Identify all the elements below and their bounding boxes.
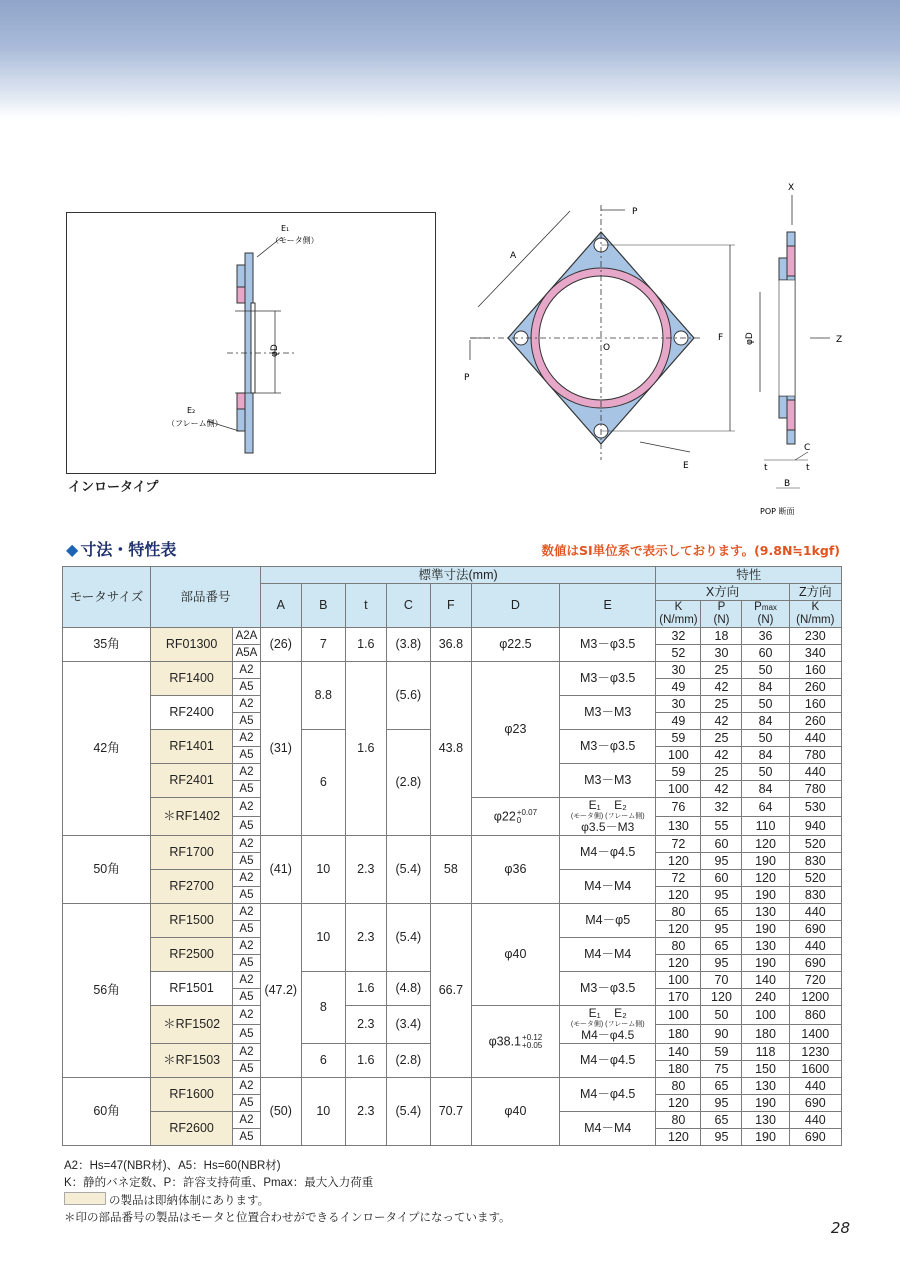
o-label: O [603, 343, 611, 353]
header-z-dir: Z方向 [789, 584, 841, 601]
tolerance-d: φ38.1+0.12 +0.05 [471, 1006, 559, 1078]
page-number: 28 [830, 1219, 850, 1237]
header-k: K (N/mm) [656, 601, 701, 628]
p-top-label: P [632, 207, 638, 217]
header-t: t [345, 584, 386, 628]
stock-swatch [64, 1192, 106, 1205]
header-part-no: 部品番号 [151, 567, 261, 628]
table-row: 50角 RF1700 A2 (41) 10 2.3 (5.4) 58 φ36 M4－φ4.5 72 60 120 520 [63, 836, 842, 853]
e1-sublabel: （モータ側） [271, 236, 319, 245]
table-row: 35角 RF01300 A2A (26) 7 1.6 (3.8) 36.8 φ22.5 M3－φ3.5 32 18 36 230 [63, 628, 842, 645]
motor-size: 60角 [63, 1078, 151, 1146]
table-row: ＊RF1502 A2 2.3 (3.4) φ38.1+0.12 +0.05 E₁ E₂ (モータ側) (フレーム側) M4－φ4.5 100 50 100 860 [63, 1006, 842, 1025]
e2-label: E₂ [187, 406, 196, 415]
c-label: C [804, 443, 811, 453]
part-number: ＊RF1502 [151, 1006, 233, 1044]
part-number: RF1500 [151, 904, 233, 938]
part-number: RF2600 [151, 1112, 233, 1146]
header-b: B [301, 584, 345, 628]
header-a: A [260, 584, 301, 628]
table-row: A5 120 95 190 690 [63, 1095, 842, 1112]
header-x-dir: X方向 [656, 584, 789, 601]
header-characteristics: 特性 [656, 567, 842, 584]
table-row: ＊RF1402 A2 φ22+0.07 0 E₁ E₂ (モータ側) (フレーム側) φ3.5－M3 76 32 64 530 [63, 798, 842, 817]
table-row: A5 49 42 84 260 [63, 679, 842, 696]
table-row: RF2401 A2 M3－M3 59 25 50 440 [63, 764, 842, 781]
table-row: A5 180 90 180 1400 [63, 1025, 842, 1044]
e-dual-spec: E₁ E₂ (モータ側) (フレーム側) M4－φ4.5 [559, 1006, 655, 1044]
header-std-dims: 標準寸法(mm) [260, 567, 656, 584]
table-row: RF2500 A2 M4－M4 80 65 130 440 [63, 938, 842, 955]
header-motor-size: モータサイズ [63, 567, 151, 628]
motor-size: 50角 [63, 836, 151, 904]
table-row: A5A 52 30 60 340 [63, 645, 842, 662]
table-row: A5 120 95 190 830 [63, 853, 842, 870]
e-label: E [683, 461, 689, 471]
table-row: RF1501 A2 8 1.6 (4.8) M3－φ3.5 100 70 140 720 [63, 972, 842, 989]
table-row: A5 120 95 190 690 [63, 955, 842, 972]
part-number: RF1600 [151, 1078, 233, 1112]
table-row: RF2400 A2 M3－M3 30 25 50 160 [63, 696, 842, 713]
table-row: A5 49 42 84 260 [63, 713, 842, 730]
e1-label: E₁ [281, 224, 290, 233]
table-row: ＊RF1503 A2 6 1.6 (2.8) M4－φ4.5 140 59 118 1230 [63, 1044, 842, 1061]
table-row: A5 100 42 84 780 [63, 747, 842, 764]
table-row: A5 180 75 150 1600 [63, 1061, 842, 1078]
t2-label: t [806, 463, 810, 473]
phi-d-label: φD [270, 344, 280, 357]
note-inlow: ＊印の部品番号の製品はモータと位置合わせができるインロータイプになっています。 [64, 1212, 511, 1224]
flange-side-section [760, 195, 830, 488]
motor-size: 42角 [63, 662, 151, 836]
table-row: A5 120 95 190 690 [63, 1129, 842, 1146]
e-dual-spec: E₁ E₂ (モータ側) (フレーム側) φ3.5－M3 [559, 798, 655, 836]
part-number: RF2700 [151, 870, 233, 904]
table-row: A5 100 42 84 780 [63, 781, 842, 798]
table-row: 56角 RF1500 A2 (47.2) 10 2.3 (5.4) 66.7 φ40 M4－φ5 80 65 130 440 [63, 904, 842, 921]
part-number: RF1700 [151, 836, 233, 870]
motor-size: 35角 [63, 628, 151, 662]
flange-drawing [0, 0, 900, 520]
table-row: A5 120 95 190 830 [63, 887, 842, 904]
header-kz: K (N/mm) [789, 601, 841, 628]
diamond-icon: ◆ [66, 540, 79, 559]
header-p: P (N) [701, 601, 742, 628]
part-number: RF2500 [151, 938, 233, 972]
table-row: 42角 RF1400 A2 (31) 8.8 1.6 (5.6) 43.8 φ23 M3－φ3.5 30 25 50 160 [63, 662, 842, 679]
motor-size: 56角 [63, 904, 151, 1078]
part-number: RF2401 [151, 764, 233, 798]
side-phi-d-label: φD [745, 332, 755, 345]
note-hardness: A2：Hs=47(NBR材)、A5：Hs=60(NBR材) [64, 1160, 281, 1172]
table-row: A5 170 120 240 1200 [63, 989, 842, 1006]
a-label: A [510, 251, 517, 261]
f-label: F [718, 333, 724, 343]
note-legend: K：静的バネ定数、P：許容支持荷重、Pmax：最大入力荷重 [64, 1177, 374, 1189]
notes [64, 1158, 511, 1227]
note-stock: の製品は即納体制にあります。 [64, 1192, 511, 1210]
header-e: E [559, 584, 655, 628]
part-number: ＊RF1402 [151, 798, 233, 836]
inlow-type-caption: インロータイプ [68, 480, 159, 495]
part-number: RF1401 [151, 730, 233, 764]
section-title: ◆ 寸法・特性表 [66, 540, 177, 559]
part-number: RF1400 [151, 662, 233, 696]
header-pmax: Pmax (N) [742, 601, 789, 628]
flange-plan-view [470, 205, 735, 460]
units-note: 数値はSI単位系で表示しております。(9.8N≒1kgf) [541, 543, 840, 558]
table-row: A5 130 55 110 940 [63, 817, 842, 836]
table-row: RF1401 A2 6 (2.8) M3－φ3.5 59 25 50 440 [63, 730, 842, 747]
header-c: C [386, 584, 430, 628]
table-row: 60角 RF1600 A2 (50) 10 2.3 (5.4) 70.7 φ40 M4－φ4.5 80 65 130 440 [63, 1078, 842, 1095]
spec-table [62, 566, 842, 1146]
p-left-label: P [464, 373, 470, 383]
part-number: RF2400 [151, 696, 233, 730]
b-label: B [784, 479, 791, 489]
t1-label: t [764, 463, 768, 473]
hardness: A2A [233, 628, 261, 645]
tolerance-d: φ22+0.07 0 [471, 798, 559, 836]
part-number: ＊RF1503 [151, 1044, 233, 1078]
x-label: X [788, 183, 795, 193]
pop-section-label: POP 断面 [760, 507, 795, 516]
z-label: Z [836, 335, 843, 345]
table-row: A5 120 95 190 690 [63, 921, 842, 938]
header-f: F [430, 584, 471, 628]
table-row: RF2700 A2 M4－M4 72 60 120 520 [63, 870, 842, 887]
table-row: RF2600 A2 M4－M4 80 65 130 440 [63, 1112, 842, 1129]
part-number: RF01300 [151, 628, 233, 662]
header-d: D [471, 584, 559, 628]
part-number: RF1501 [151, 972, 233, 1006]
e2-sublabel: （フレーム側） [167, 419, 223, 428]
